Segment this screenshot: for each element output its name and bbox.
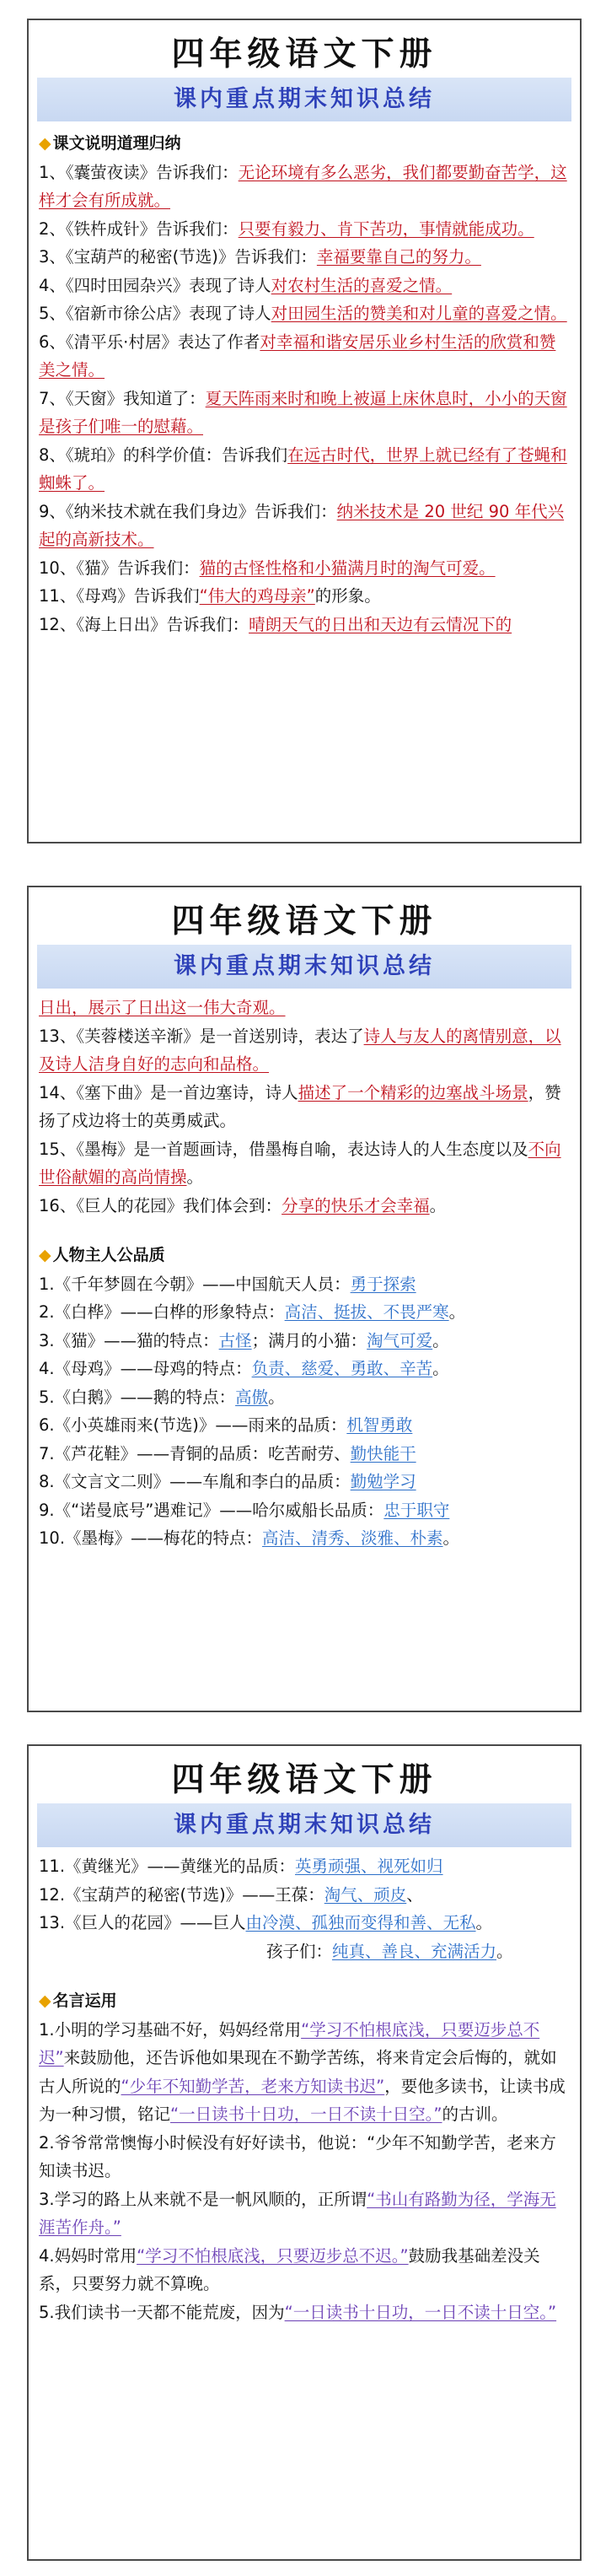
item-highlight: 日出，展示了日出这一伟大奇观。 [39,998,286,1017]
item-highlight: 高傲 [235,1387,269,1407]
quality-item [39,1355,571,1383]
lesson-item [39,994,571,1022]
quality-list [39,1270,571,1553]
item-text: 12、《海上日出》告诉我们： [39,614,249,634]
item-highlight: 只要有毅力、肯下苦功，事情就能成功。 [238,218,534,239]
item-highlight: 对幸福和谐安居乐业乡村生活的欣赏和赞美之情。 [39,331,556,380]
item-text: 3.《猫》——猫的特点： [39,1330,219,1350]
item-text: 15、《墨梅》是一首题画诗，借墨梅自喻，表达诗人的人生态度以及 [39,1139,528,1159]
item-text: 1.小明的学习基础不好，妈妈经常用 [39,2019,302,2040]
item-text: ，要他多读书，让读书成为一种习惯，铭记 [39,2076,566,2124]
lesson-item [39,159,571,215]
item-text: 2.爷爷常常懊悔小时候没有好好读书，他说：“少年不知勤学苦，老来方知读书迟。 [39,2132,556,2180]
quality-item [39,1909,571,1937]
item-text: 4.妈妈时常用 [39,2245,137,2266]
item-highlight: 忠于职守 [383,1500,450,1520]
quality-item [39,1327,571,1355]
item-text: 9.《“诺曼底号”遇难记》——哈尔威船长品质： [39,1500,384,1520]
item-text: 12.《宝葫芦的秘密(节选)》——王葆： [39,1884,324,1905]
item-highlight: 在远古时代，世界上就已经有了苍蝇和蜘蛛了。 [39,445,567,493]
item-highlight: 勤勉学习 [350,1472,416,1491]
item-text: 4.《母鸡》——母鸡的特点： [39,1359,252,1378]
lesson-item [39,554,571,583]
item-highlight: 勤快能干 [350,1443,416,1463]
quote-highlight: “学习不怕根底浅，只要迈步总不迟” [39,2019,540,2067]
quality-item [39,1524,571,1553]
quality-item [39,1881,571,1910]
item-highlight: “伟大的鸡母亲” [199,586,315,606]
item-highlight: 勇于探索 [350,1274,416,1294]
item-highlight: 幸福要靠自己的努力。 [316,247,481,267]
lesson-list [39,159,571,639]
item-text: 。 [432,1359,449,1378]
quality-item [39,1270,571,1299]
item-text: 。 [432,1330,449,1350]
lesson-list [39,994,571,1220]
item-text: 9、《纳米技术就在我们身边》告诉我们： [39,501,337,521]
item-text: 的古训。 [442,2104,508,2124]
doc-subtitle: 课内重点期末知识总结 [37,945,571,989]
quality-item [39,1298,571,1327]
item-highlight: 夏天阵雨来时和晚上被逼上床休息时，小小的天窗是孩子们唯一的慰藉。 [39,388,567,436]
lesson-item [39,1192,571,1221]
quote-list [39,2016,571,2327]
section-heading: ◆ 名言运用 [39,1991,117,2010]
item-text: 8、《琥珀》的科学价值：告诉我们 [39,445,288,465]
item-highlight: 高洁、挺拔、不畏严寒 [284,1302,449,1322]
item-text: 3.学习的路上从来就不是一帆风顺的，正所谓 [39,2189,367,2209]
quality-list [39,1852,571,1937]
lesson-item [39,243,571,272]
doc-subtitle: 课内重点期末知识总结 [37,78,571,121]
lesson-item [39,328,571,385]
item-text: 。 [429,1195,447,1215]
item-text: 鼓励我基础差没关系，只要努力就不算晚。 [39,2245,540,2293]
diamond-icon: ◆ [39,134,51,153]
item-highlight: 不向世俗献媚的高尚情操 [39,1139,561,1187]
item-text: 5.我们读书一天都不能荒废，因为 [39,2302,285,2322]
item-highlight: 纳米技术是 20 世纪 90 年代兴起的高新技术。 [39,501,565,549]
content-area [29,121,580,639]
item-highlight: 淘气、顽皮 [324,1884,407,1905]
item-text: 2.《白桦》——白桦的形象特点： [39,1302,285,1322]
item-text: 7、《天窗》我知道了： [39,388,206,408]
lesson-item [39,272,571,300]
item-text: 10.《墨梅》——梅花的特点： [39,1528,263,1548]
item-text: 来鼓励他，还告诉他如果现在不勤学苦练，将来肯定会后悔的，就如古人所说的 [39,2048,557,2096]
section-heading: ◆ 课文说明道理归纳 [39,134,181,153]
quote-item [39,2185,571,2242]
item-text: 13、《芙蓉楼送辛渐》是一首送别诗，表达了 [39,1026,364,1046]
quote-item [39,2016,571,2129]
quote-item [39,2298,571,2327]
quote-item [39,2242,571,2298]
item-text: 2、《铁杵成针》告诉我们： [39,218,239,239]
doc-title: 四年级语文下册 [171,902,437,940]
item-highlight: 纯真、善良、充满活力 [332,1941,497,1961]
item-text: 。 [496,1941,513,1961]
item-text: 。 [268,1387,285,1407]
quote-highlight: “书山有路勤为径，学海无涯苦作舟。” [39,2189,556,2237]
lesson-item [39,299,571,328]
item-text: 11、《母鸡》告诉我们 [39,586,200,606]
quality-item [39,1411,571,1440]
quality-item [39,1383,571,1412]
content-area [29,989,580,1553]
lesson-item [39,1079,571,1135]
lesson-item [39,1022,571,1079]
lesson-item [39,385,571,441]
item-text: 5、《宿新市徐公店》表现了诗人 [39,304,271,323]
doc-title: 四年级语文下册 [171,1760,437,1799]
item-highlight: 机智勇敢 [346,1415,413,1435]
page-1 [27,19,582,843]
quality-item [39,1468,571,1496]
item-text: 1.《千年梦圆在今朝》——中国航天人员： [39,1274,351,1294]
page-2 [27,886,582,1712]
lesson-item [39,441,571,498]
lesson-item [39,611,571,639]
diamond-icon: ◆ [39,1991,51,2010]
quality-item [39,1852,571,1881]
item-text: 、 [406,1884,423,1905]
children-quality [39,1937,571,1966]
quality-item [39,1496,571,1525]
item-text: 3、《宝葫芦的秘密(节选)》告诉我们： [39,247,317,267]
content-area [29,1847,580,2326]
item-text: 10、《猫》告诉我们： [39,558,200,578]
item-highlight: 负责、慈爱、勇敢、辛苦 [251,1359,433,1378]
item-text: 7.《芦花鞋》——青铜的品质：吃苦耐劳、 [39,1443,351,1463]
item-highlight: 英勇顽强、视死如归 [295,1857,443,1876]
item-text: 孩子们： [266,1941,333,1961]
item-text: 的形象。 [314,586,381,606]
item-text: 13.《巨人的花园》——巨人 [39,1913,246,1932]
item-text: 6.《小英雄雨来(节选)》——雨来的品质： [39,1415,347,1435]
quote-item [39,2129,571,2185]
item-text: 8.《文言文二则》——车胤和李白的品质： [39,1472,351,1491]
item-text: 11.《黄继光》——黄继光的品质： [39,1857,296,1876]
item-text: 16、《巨人的花园》我们体会到： [39,1195,282,1215]
quality-item [39,1440,571,1469]
item-text: 4、《四时田园杂兴》表现了诗人 [39,275,271,295]
item-highlight: 古怪 [218,1330,252,1350]
item-text: 14、《塞下曲》是一首边塞诗，诗人 [39,1082,298,1102]
lesson-item [39,498,571,554]
quote-highlight: “学习不怕根底浅，只要迈步总不迟。” [137,2245,409,2266]
item-text: 5.《白鹅》——鹅的特点： [39,1387,236,1407]
item-highlight: 由冷漠、孤独而变得和善、无私 [245,1913,476,1932]
item-text: 6、《清平乐·村居》表达了作者 [39,331,260,352]
doc-subtitle: 课内重点期末知识总结 [37,1803,571,1847]
item-highlight: 晴朗天气的日出和天边有云情况下的 [249,614,512,634]
item-text: 。 [186,1167,204,1187]
item-highlight: 对农村生活的喜爱之情。 [271,275,453,295]
item-highlight: 分享的快乐才会幸福 [282,1195,430,1215]
item-text: 1、《囊萤夜读》告诉我们： [39,162,239,182]
item-highlight: 对田园生活的赞美和对儿童的喜爱之情。 [271,304,567,323]
lesson-item [39,1135,571,1192]
item-highlight: 诗人与友人的离情别意，以及诗人洁身自好的志向和品格。 [39,1026,561,1074]
quote-highlight: “一日读书十日功，一日不读十日空。” [170,2104,442,2124]
item-text: 。 [442,1528,460,1548]
page-3 [27,1744,582,2561]
doc-title: 四年级语文下册 [171,35,437,73]
item-highlight: 无论环境有多么恶劣，我们都要勤奋苦学，这样才会有所成就。 [39,162,567,210]
item-highlight: 淘气可爱 [367,1330,433,1350]
quote-highlight: “少年不知勤学苦，老来方知读书迟” [121,2076,385,2096]
section-heading: ◆ 人物主人公品质 [39,1246,165,1264]
item-text: ；满月的小猫： [251,1330,367,1350]
lesson-item [39,215,571,244]
lesson-item [39,582,571,611]
item-text: ，赞扬了戍边将士的英勇威武。 [39,1082,561,1130]
item-highlight: 猫的古怪性格和小猫满月时的淘气可爱。 [199,558,496,578]
item-text: 。 [448,1302,466,1322]
diamond-icon: ◆ [39,1246,51,1264]
item-text: 。 [475,1913,493,1932]
item-highlight: 描述了一个精彩的边塞战斗场景 [298,1082,528,1102]
item-highlight: 高洁、清秀、淡雅、朴素 [262,1528,443,1548]
quote-highlight: “一日读书十日功，一日不读十日空。” [284,2302,557,2322]
